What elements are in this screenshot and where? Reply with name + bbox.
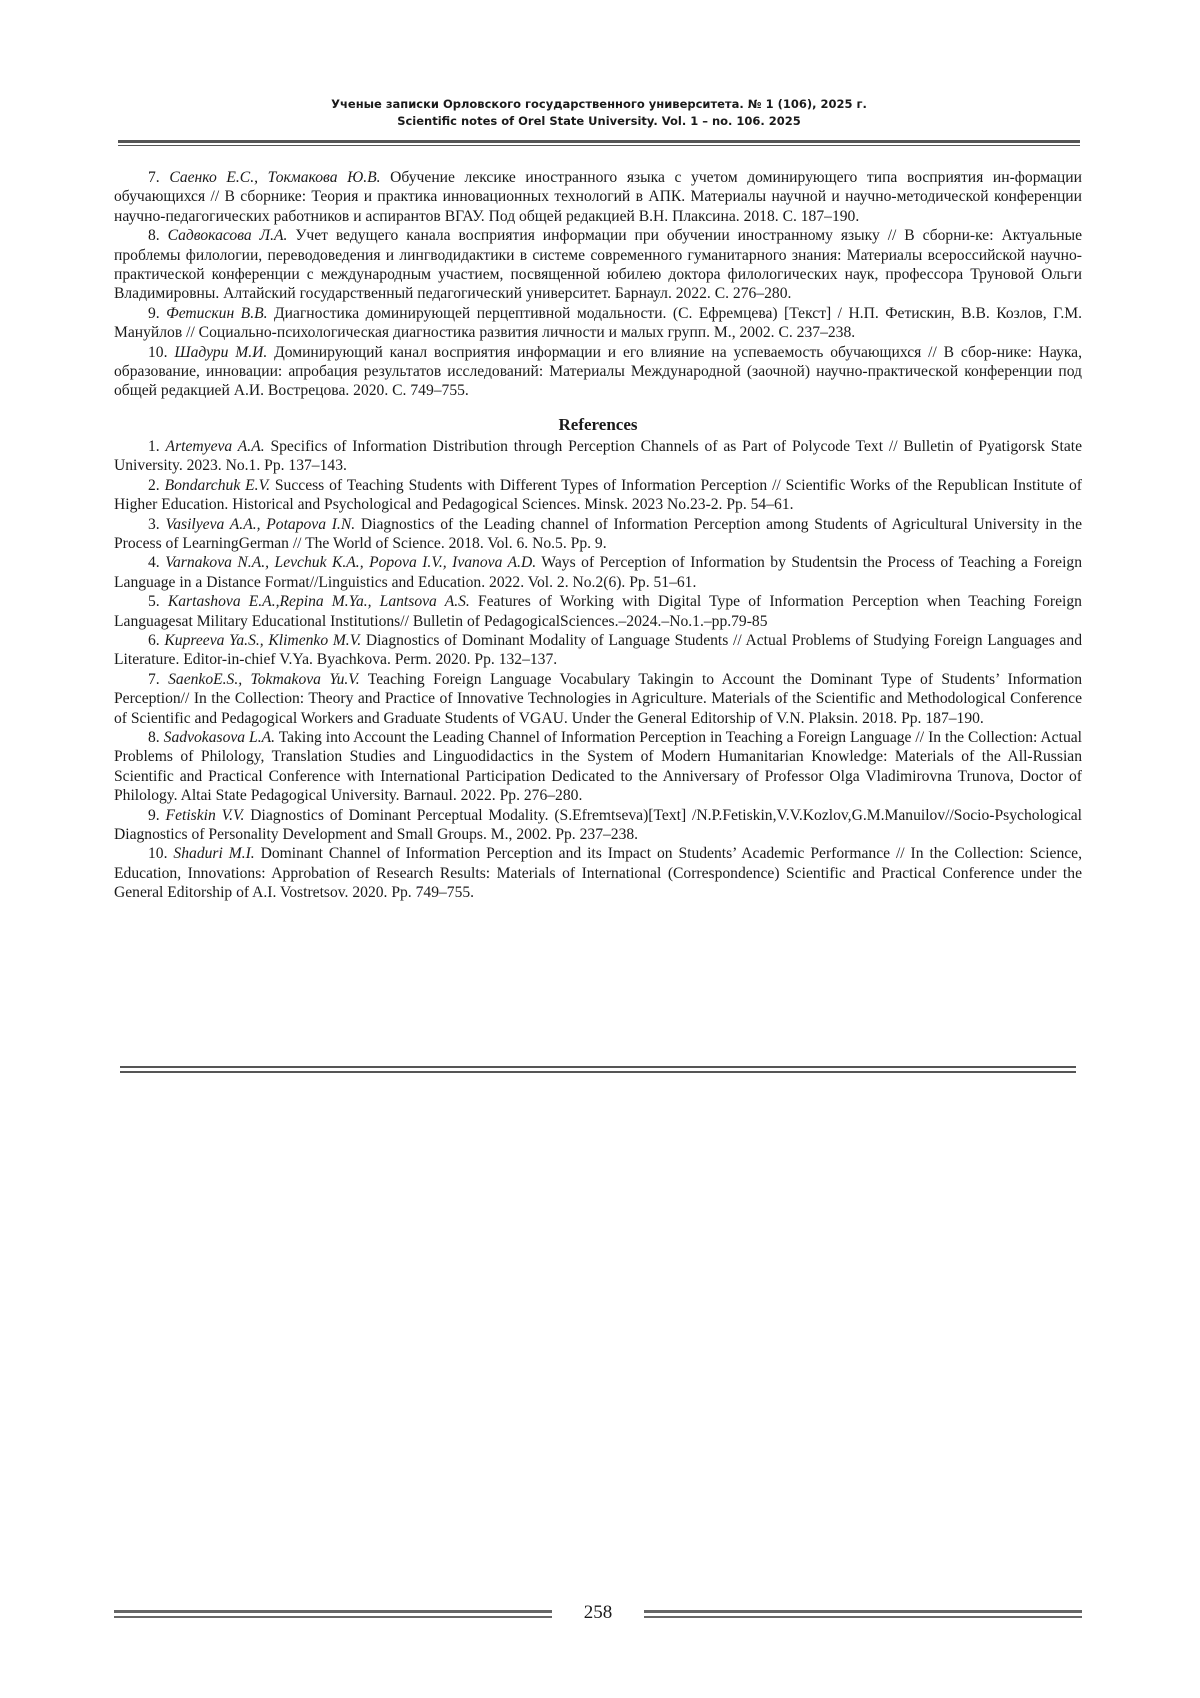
article-body: [114, 168, 1082, 903]
reference-text: Features of Working with Digital Type of Information Perception when Teaching Foreign Languagesat Military Educational Institutions// Bulletin of PedagogicalSciences.–2024.–No.1.–pp.79-85: [114, 593, 1082, 630]
reference-number: 9.: [148, 304, 160, 322]
reference-authors: Varnakova N.A., Levchuk K.A., Popova I.V., Ivanova A.D.: [165, 554, 537, 572]
reference-number: 10.: [148, 845, 168, 863]
reference-text: Diagnostics of Dominant Perceptual Modality. (S.Efremtseva)[Text] /N.P.Fetiskin,V.V.Kozlov,G.M.Manuilov//Socio-Psychological Diagnostics of Personality Development and Small Groups. M., 2002. Pp. 237–238.: [114, 806, 1082, 843]
reference-authors: Kupreeva Ya.S., Klimenko M.V.: [164, 631, 362, 649]
reference-text: Teaching Foreign Language Vocabulary Takingin to Account the Dominant Type of Students’ Information Perception// In the Collection: Theory and Practice of Innovative Technologies in Agriculture. Materials of the Scientific and Methodological Conference of Scientific and Pedagogical Workers and Graduate Students of VGAU. Under the General Editorship of V.N. Plaksin. 2018. Pp. 187–190.: [114, 670, 1082, 727]
reference-item: [114, 728, 1082, 806]
reference-text: Dominant Channel of Information Perception and its Impact on Students’ Academic Performance // In the Collection: Science, Education, Innovations: Approbation of Research Results: Materials of International (Correspondence) Scientific and Practical Conference under the General Editorship of A.I. Vostretsov. 2020. Pp. 749–755.: [114, 845, 1082, 902]
section-end-rule: [120, 1066, 1076, 1073]
reference-authors: Kartashova E.A.,Repina M.Ya., Lantsova A.S.: [167, 593, 470, 611]
reference-number: 10.: [148, 343, 168, 361]
reference-text: Taking into Account the Leading Channel of Information Perception in Teaching a Foreign Language // In the Collection: Actual Problems of Philology, Translation Studies and Linguodidactics in the System of Modern Humanitarian Knowledge: Materials of the All-Russian Scientific and Practical Conference with International Participation Dedicated to the Anniversary of Professor Olga Vladimirovna Trunova, Doctor of Philology. Altai State Pedagogical University. Barnaul. 2022. Pp. 276–280.: [114, 728, 1082, 805]
reference-authors: Fetiskin V.V.: [165, 806, 245, 824]
reference-text: Diagnostics of Dominant Modality of Language Students // Actual Problems of Studying Foreign Languages and Literature. Editor-in-chief V.Ya. Byachkova. Perm. 2020. Pp. 132–137.: [114, 631, 1082, 669]
english-reference-list: [114, 437, 1082, 903]
page-number: 258: [583, 1602, 613, 1623]
reference-number: 4.: [148, 554, 160, 572]
header-title-ru: Ученые записки Орловского государственного университета. № 1 (106), 2025 г.: [331, 97, 867, 111]
reference-authors: Садвокасова Л.А.: [167, 227, 288, 245]
reference-item: [114, 168, 1082, 226]
reference-number: 6.: [148, 631, 160, 649]
page-footer: [114, 1601, 1082, 1631]
russian-reference-list: [114, 168, 1082, 401]
reference-item: [114, 304, 1082, 343]
reference-authors: Саенко Е.С., Токмакова Ю.В.: [169, 169, 381, 186]
reference-number: 2.: [148, 476, 160, 494]
reference-number: 8.: [148, 227, 160, 245]
reference-item: [114, 806, 1082, 845]
reference-authors: Bondarchuk E.V.: [164, 476, 270, 494]
reference-number: 7.: [148, 670, 160, 688]
reference-authors: Vasilyeva A.A., Potapova I.N.: [165, 515, 356, 533]
reference-number: 1.: [148, 437, 160, 455]
reference-text: Доминирующий канал восприятия информации и его влияние на успеваемость обучающихся // В сбор-нике: Наука, образование, инновации: апробация результатов исследований: Материалы Международной (заочной) научно-практической конференции под общей редакцией А.И. Вострецова. 2020. С. 749–755.: [114, 343, 1082, 400]
reference-authors: Shaduri M.I.: [173, 845, 255, 863]
reference-authors: Artemyeva A.A.: [165, 437, 265, 455]
reference-number: 9.: [148, 806, 160, 824]
reference-number: 3.: [148, 515, 160, 533]
reference-item: [114, 553, 1082, 592]
reference-authors: SaenkoE.S., Tokmakova Yu.V.: [168, 670, 360, 688]
reference-item: [114, 343, 1082, 401]
reference-item: [114, 515, 1082, 554]
reference-number: 7.: [148, 169, 160, 186]
header-title-en: Scientific notes of Orel State University. Vol. 1 – no. 106. 2025: [397, 114, 801, 128]
reference-text: Учет ведущего канала восприятия информации при обучении иностранному языку // В сборни-ке: Актуальные проблемы филологии, переводоведения и лингводидактики в системе современного гуманитарного знания: Материалы всероссийской научно-практической конференции с международным участием, посвященной юбилею доктора филологических наук, профессора Труновой Ольги Владимировны. Алтайский государственный педагогический университет. Барнаул. 2022. С. 276–280.: [114, 227, 1082, 303]
reference-item: [114, 437, 1082, 476]
reference-text: Success of Teaching Students with Different Types of Information Perception // Scientific Works of the Republican Institute of Higher Education. Historical and Psychological and Pedagogical Sciences. Minsk. 2023 No.23-2. Pp. 54–61.: [114, 476, 1082, 514]
reference-item: [114, 476, 1082, 515]
reference-authors: Sadvokasova L.A.: [163, 728, 276, 746]
reference-text: Specifics of Information Distribution through Perception Channels of as Part of Polycode Text // Bulletin of Pyatigorsk State University. 2023. No.1. Pp. 137–143.: [114, 437, 1082, 475]
reference-text: Diagnostics of the Leading channel of Information Perception among Students of Agricultural University in the Process of LearningGerman // The World of Science. 2018. Vol. 6. No.5. Pp. 9.: [114, 515, 1083, 552]
references-heading: References: [558, 414, 638, 434]
reference-item: [114, 670, 1082, 728]
running-header: [118, 96, 1080, 130]
reference-text: Диагностика доминирующей перцептивной модальности. (С. Ефремцева) [Текст] / Н.П. Фетискин, В.В. Козлов, Г.М. Мануйлов // Социально-психологическая диагностика развития личности и малых групп. М., 2002. С. 237–238.: [114, 304, 1082, 342]
reference-item: [114, 226, 1082, 304]
reference-authors: Шадури М.И.: [174, 343, 268, 361]
reference-item: [114, 631, 1082, 670]
reference-item: [114, 844, 1082, 902]
reference-authors: Фетискин В.В.: [166, 304, 268, 322]
header-rule: [118, 140, 1080, 146]
reference-number: 5.: [148, 593, 160, 611]
reference-text: Ways of Perception of Information by Studentsin the Process of Teaching a Foreign Language in a Distance Format//Linguistics and Education. 2022. Vol. 2. No.2(6). Pp. 51–61.: [114, 554, 1082, 591]
reference-item: [114, 592, 1082, 631]
reference-number: 8.: [148, 728, 160, 746]
reference-text: Обучение лексике иностранного языка с учетом доминирующего типа восприятия ин-формации обучающихся // В сборнике: Теория и практика инновационных технологий в АПК. Материалы научной и научно-методической конференции научно-педагогических работников и аспирантов ВГАУ. Под общей редакцией В.Н. Плаксина. 2018. С. 187–190.: [114, 169, 1082, 225]
